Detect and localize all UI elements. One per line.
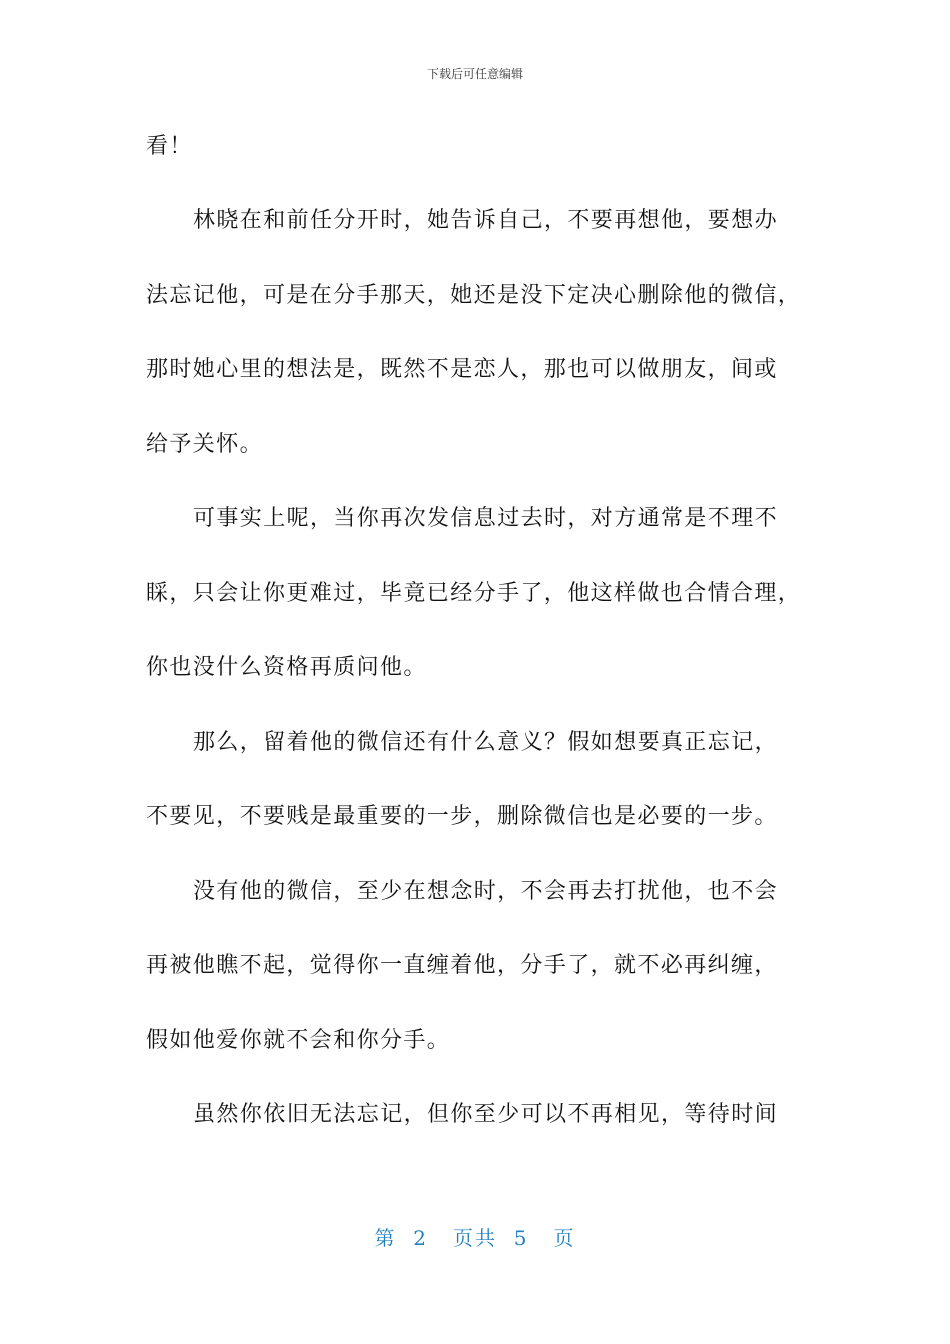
total-pages-number: 5	[513, 1226, 529, 1250]
text-line: 看！	[146, 134, 193, 159]
text-line: 那么，留着他的微信还有什么意义？假如想要真正忘记，	[193, 730, 779, 755]
text-line: 没有他的微信，至少在想念时，不会再去打扰他，也不会	[193, 879, 779, 904]
text-line: 你也没什么资格再质问他。	[146, 655, 427, 680]
text-line: 法忘记他，可是在分手那天，她还是没下定决心删除他的微信，	[146, 283, 802, 308]
text-line: 再被他瞧不起，觉得你一直缠着他，分手了，就不必再纠缠，	[146, 953, 778, 978]
text-line: 假如他爱你就不会和你分手。	[146, 1028, 451, 1053]
page-header: 下载后可任意编辑	[426, 67, 523, 81]
text-line: 给予关怀。	[146, 432, 264, 457]
text-line: 虽然你依旧无法忘记，但你至少可以不再相见，等待时间	[193, 1102, 779, 1127]
text-line: 睬，只会让你更难过，毕竟已经分手了，他这样做也合情合理，	[146, 581, 802, 606]
current-page-number: 2	[413, 1226, 428, 1250]
text-line: 不要见，不要贱是最重要的一步，删除微信也是必要的一步。	[146, 804, 778, 829]
footer-label-prefix: 第	[374, 1226, 397, 1250]
text-line: 那时她心里的想法是，既然不是恋人，那也可以做朋友，间或	[146, 357, 778, 382]
text-line: 可事实上呢，当你再次发信息过去时，对方通常是不理不	[193, 506, 779, 531]
page-footer	[0, 1224, 950, 1252]
text-line: 林晓在和前任分开时，她告诉自己，不要再想他，要想办	[193, 208, 779, 233]
footer-label-middle: 页共	[453, 1226, 497, 1250]
footer-label-suffix: 页	[553, 1226, 576, 1250]
